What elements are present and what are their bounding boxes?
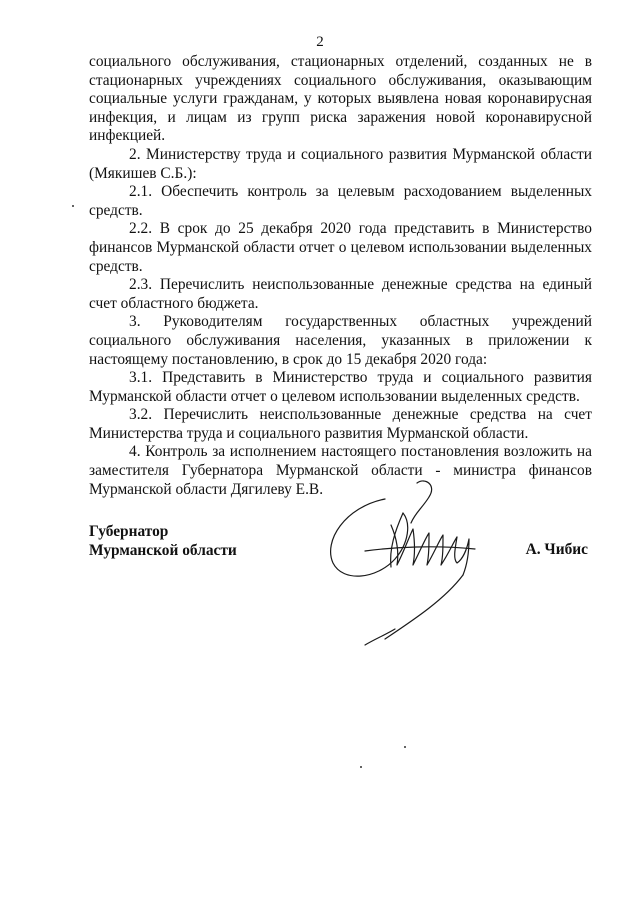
handwritten-signature [325, 479, 505, 679]
scan-speck [72, 205, 74, 207]
paragraph-3: 3. Руководителям государственных областных учреждений социального обслуживания населения, указанных в приложении к настоящему постановлению, в срок до 15 декабря 2020 года: [89, 313, 592, 368]
paragraph-3-1: 3.1. Представить в Министерство труда и социального развития Мурманской области отчет о целевом использовании выделенных средств. [89, 369, 592, 405]
paragraph-2-3: 2.3. Перечислить неиспользованные денежные средства на единый счет областного бюджета. [89, 276, 592, 312]
paragraph-4: 4. Контроль за исполнением настоящего постановления возложить на заместителя Губернатора Мурманской области - министра финансов Мурманской области Дягилеву Е.В. [89, 443, 592, 498]
paragraph-2: 2. Министерству труда и социального развития Мурманской области (Мякишев С.Б.): [89, 145, 592, 182]
paragraph-2-2: 2.2. В срок до 25 декабря 2020 года представить в Министерство финансов Мурманской области отчет о целевом использовании выделенных средств. [89, 220, 592, 275]
signer-title [89, 523, 237, 560]
scan-speck [360, 766, 362, 768]
paragraph-continuation: социального обслуживания, стационарных отделений, созданных не в стационарных учреждениях социального обслуживания, оказывающим социальные услуги гражданам, у которых выявлена новая коронавирусная инфекция, и лицам из групп риска заражения новой коронавирусной инфекцией. [89, 53, 592, 145]
signer-title-line1: Губернатор [89, 523, 169, 540]
paragraph-3-2: 3.2. Перечислить неиспользованные денежные средства на счет Министерства труда и социального развития Мурманской области. [89, 406, 592, 442]
document-body [89, 53, 592, 499]
scan-speck [404, 746, 406, 748]
signer-name: А. Чибис [525, 541, 588, 558]
page-number: 2 [316, 34, 324, 50]
paragraph-2-1: 2.1. Обеспечить контроль за целевым расходованием выделенных средств. [89, 183, 592, 219]
signature-block [89, 523, 592, 683]
signer-title-line2: Мурманской области [89, 541, 237, 559]
